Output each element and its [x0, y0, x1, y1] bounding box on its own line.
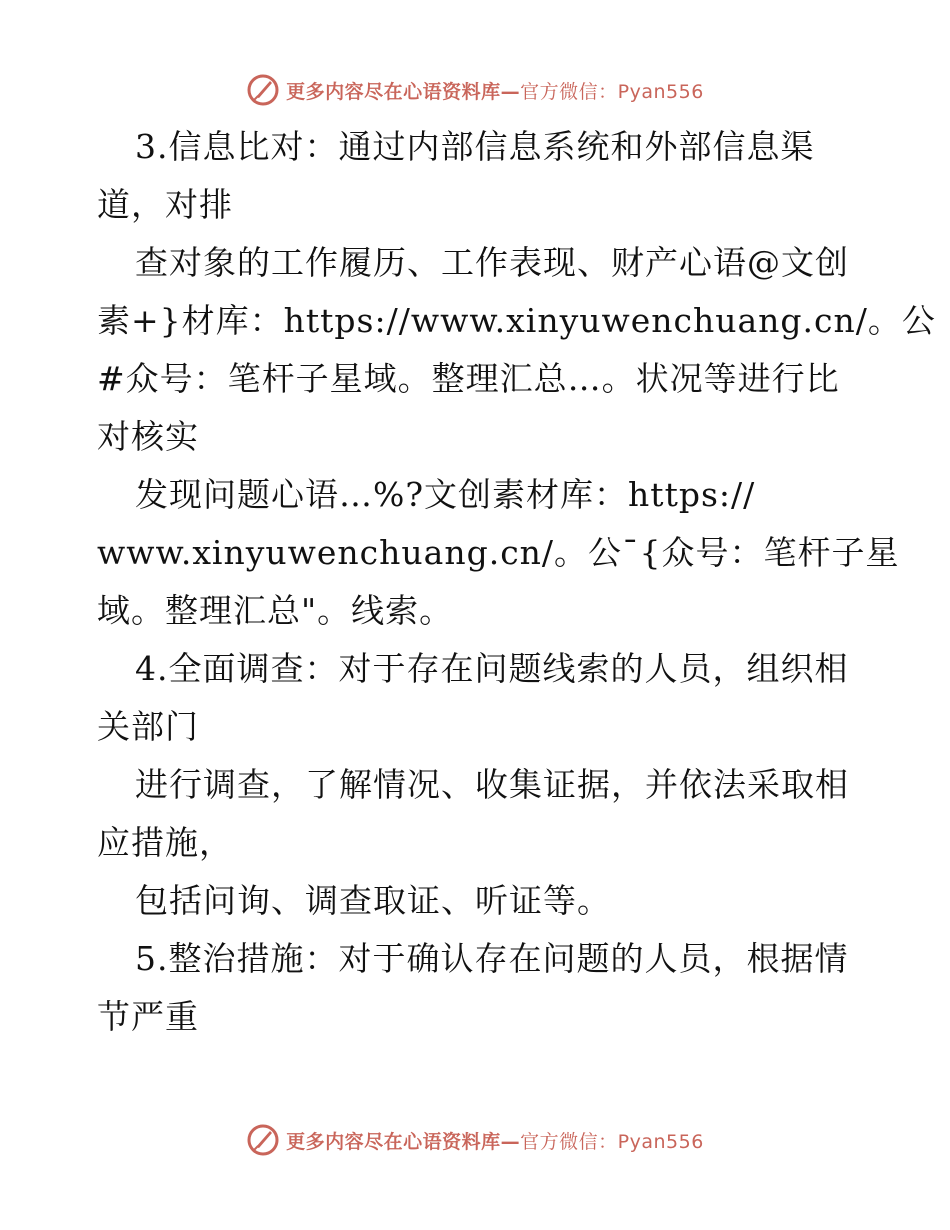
text-line: www.xinyuwenchuang.cn/。公¯{众号：笔杆子星 — [97, 533, 900, 572]
text-line: 查对象的工作履历、工作表现、财产心语@文创 — [135, 243, 849, 282]
header-banner-dash: — — [500, 80, 521, 103]
text-line: 应措施， — [97, 823, 233, 862]
text-line: 道，对排 — [97, 185, 233, 224]
text-line: 4.全面调查：对于存在问题线索的人员，组织相 — [135, 649, 849, 688]
footer-wechat: 官方微信：Pyan556 — [520, 1130, 704, 1153]
text-line: 素+}材库：https://www.xinyuwenchuang.cn/。公 — [97, 301, 936, 340]
text-line: 3.信息比对：通过内部信息系统和外部信息渠 — [135, 127, 815, 166]
footer-banner-title: 更多内容尽在心语资料库 — [286, 1130, 501, 1153]
text-line: 进行调查，了解情况、收集证据，并依法采取相 — [135, 765, 849, 804]
text-line: 关部门 — [97, 707, 199, 746]
text-line: #众号：笔杆子星域。整理汇总…。状况等进行比 — [97, 359, 840, 398]
text-line: 节严重 — [97, 997, 199, 1036]
quill-logo-icon — [246, 73, 280, 107]
footer-banner — [0, 1120, 950, 1160]
text-line: 发现问题心语…%?文创素材库：https:// — [135, 475, 756, 514]
footer-banner-text — [286, 1127, 704, 1154]
quill-logo-icon — [246, 1123, 280, 1157]
text-line: 5.整治措施：对于确认存在问题的人员，根据情 — [135, 939, 849, 978]
header-banner — [0, 70, 950, 110]
footer-banner-dash: — — [500, 1130, 521, 1153]
header-banner-text — [286, 77, 704, 104]
header-wechat: 官方微信：Pyan556 — [520, 80, 704, 103]
text-line: 对核实 — [97, 417, 199, 456]
document-body — [97, 118, 936, 1046]
text-line: 包括问询、调查取证、听证等。 — [135, 881, 611, 920]
header-banner-title: 更多内容尽在心语资料库 — [286, 80, 501, 103]
text-line: 域。整理汇总"。线索。 — [97, 591, 454, 630]
